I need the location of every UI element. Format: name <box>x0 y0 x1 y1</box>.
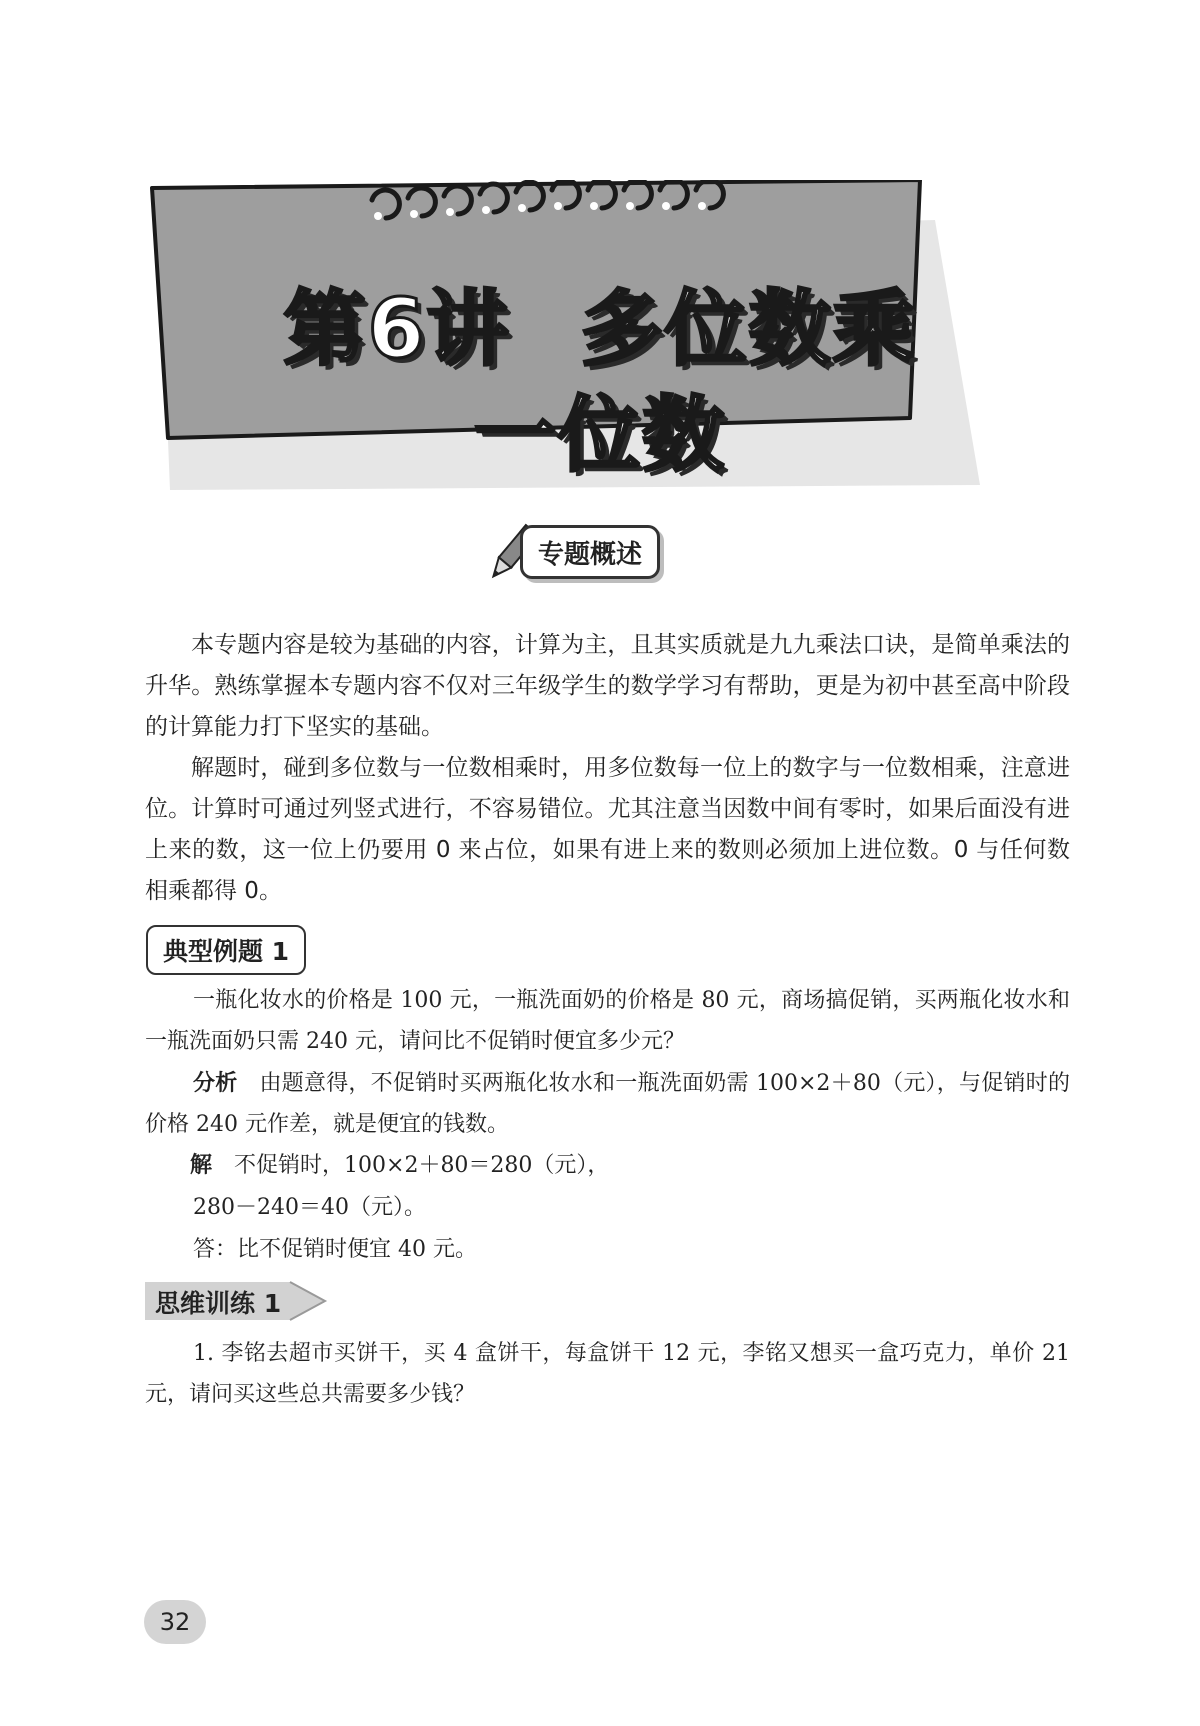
chapter-title-part: 多位数乘 <box>580 282 917 377</box>
solution-line-2: 280－240＝40（元）。 <box>193 1195 426 1220</box>
overview-tag <box>520 525 660 579</box>
example-problem: 一瓶化妆水的价格是 100 元，一瓶洗面奶的价格是 80 元，商场搞促销，买两瓶化妆水和一瓶洗面奶只需 240 元，请问比不促销时便宜多少元？ <box>145 988 1070 1054</box>
chapter-title-line-2: 一位数 <box>473 388 726 483</box>
example-heading: 典型例题 1 <box>146 925 306 975</box>
chapter-number: 第6讲 <box>283 282 511 377</box>
example-answer: 答：比不促销时便宜 40 元。 <box>193 1237 477 1262</box>
analysis-label: 分析 <box>193 1071 238 1096</box>
page-number: 32 <box>144 1600 206 1644</box>
title-banner <box>150 180 1050 510</box>
chapter-title-line-1 <box>150 264 1050 381</box>
training-heading <box>145 1280 330 1322</box>
intro-paragraph-1: 本专题内容是较为基础的内容，计算为主，且其实质就是九九乘法口诀，是简单乘法的升华。熟练掌握本专题内容不仅对三年级学生的数学学习有帮助，更是为初中甚至高中阶段的计算能力打下坚实的基础。 <box>145 632 1070 740</box>
intro-paragraph-2: 解题时，碰到多位数与一位数相乘时，用多位数每一位上的数字与一位数相乘，注意进位。计算时可通过列竖式进行，不容易错位。尤其注意当因数中间有零时，如果后面没有进上来的数，这一位上仍要用 0 来占位，如果有进上来的数则必须加上进位数。0 与任何数相乘都得 0。 <box>145 755 1070 904</box>
solution-line-1 <box>190 1148 609 1179</box>
solution-label: 解 <box>190 1153 213 1178</box>
analysis-text: 由题意得，不促销时买两瓶化妆水和一瓶洗面奶需 100×2＋80（元），与促销时的价格 240 元作差，就是便宜的钱数。 <box>145 1071 1070 1137</box>
solution-text-1: 不促销时，100×2＋80＝280（元）， <box>234 1153 610 1178</box>
training-label: 思维训练 1 <box>155 1289 282 1318</box>
overview-label: 专题概述 <box>520 525 660 579</box>
example-analysis <box>145 1063 1070 1145</box>
training-exercise-1: 1. 李铭去超市买饼干，买 4 盒饼干，每盒饼干 12 元，李铭又想买一盒巧克力，单价 21 元，请问买这些总共需要多少钱？ <box>145 1341 1070 1407</box>
